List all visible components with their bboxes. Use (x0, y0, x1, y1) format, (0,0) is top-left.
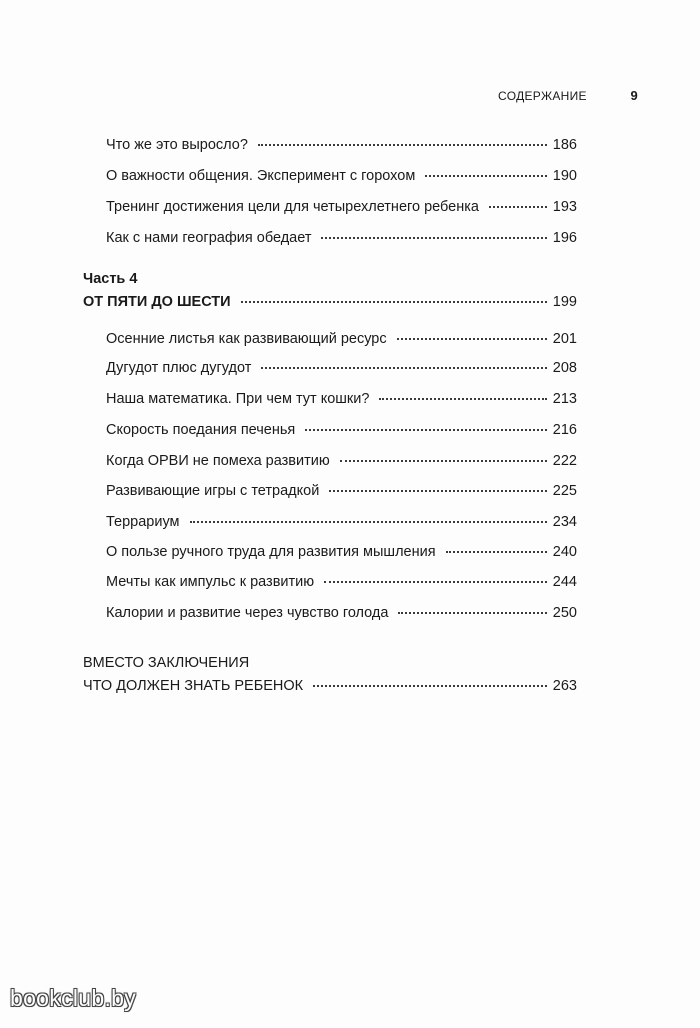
toc-entry-title: О важности общения. Эксперимент с горохом (106, 168, 416, 184)
toc-entry-title: Наша математика. При чем тут кошки? (106, 391, 370, 407)
toc-entry-page: 196 (552, 230, 577, 246)
part-page: 199 (552, 294, 577, 310)
toc-entry-page: 222 (552, 453, 577, 469)
dot-leader (261, 367, 546, 369)
toc-entry-title: Развивающие игры с тетрадкой (106, 483, 320, 499)
toc-entry-page: 225 (552, 483, 577, 499)
watermark: bookclub.by (10, 985, 137, 1011)
toc-entry-title: Террариум (106, 514, 180, 530)
toc-entry (106, 482, 577, 500)
toc-entry-page: 213 (552, 391, 577, 407)
dot-leader (321, 237, 546, 239)
header-title: СОДЕРЖАНИЕ (498, 89, 587, 103)
header-page-number: 9 (630, 88, 638, 103)
toc-entry-page: 201 (552, 331, 577, 347)
toc-entry-title: Как с нами география обедает (106, 230, 312, 246)
toc-entry-page: 186 (552, 137, 577, 153)
toc-entry (106, 359, 577, 377)
dot-leader (489, 206, 547, 208)
dot-leader (398, 612, 546, 614)
toc-entry-page: 208 (552, 360, 577, 376)
toc-entry (106, 573, 577, 591)
toc-entry (106, 390, 577, 408)
toc-entry (106, 421, 577, 439)
toc-entry-title: О пользе ручного труда для развития мышления (106, 544, 436, 560)
toc-entry-page: 190 (552, 168, 577, 184)
conclusion-title: ЧТО ДОЛЖЕН ЗНАТЬ РЕБЕНОК (83, 678, 304, 694)
toc-entry-title: Скорость поедания печенья (106, 422, 296, 438)
toc-entry (106, 543, 577, 561)
toc-entry-title: Мечты как импульс к развитию (106, 574, 315, 590)
toc-entry-page: 193 (552, 199, 577, 215)
part-label: Часть 4 (83, 271, 138, 287)
conclusion-page: 263 (552, 678, 577, 694)
part-title-entry (83, 293, 577, 311)
toc-entry-title: Осенние листья как развивающий ресурс (106, 331, 387, 347)
conclusion-heading: ВМЕСТО ЗАКЛЮЧЕНИЯ (83, 655, 250, 671)
toc-entry (106, 452, 577, 470)
toc-entry (106, 167, 577, 185)
toc-entry (106, 330, 577, 348)
toc-entry-page: 240 (552, 544, 577, 560)
dot-leader (329, 490, 547, 492)
dot-leader (425, 175, 547, 177)
toc-entry-page: 216 (552, 422, 577, 438)
conclusion-entry (83, 677, 577, 695)
toc-entry (106, 229, 577, 247)
toc-entry-title: Дугудот плюс дугудот (106, 360, 252, 376)
dot-leader (258, 144, 547, 146)
toc-entry (106, 198, 577, 216)
dot-leader (313, 685, 547, 687)
toc-entry-title: Калории и развитие через чувство голода (106, 605, 389, 621)
dot-leader (446, 551, 547, 553)
toc-entry-page: 250 (552, 605, 577, 621)
toc-entry (106, 604, 577, 622)
toc-entry-title: Что же это выросло? (106, 137, 248, 153)
dot-leader (379, 398, 546, 400)
toc-entry-title: Тренинг достижения цели для четырехлетнего ребенка (106, 199, 479, 215)
part-title: ОТ ПЯТИ ДО ШЕСТИ (83, 294, 231, 310)
toc-entry (106, 513, 577, 531)
running-header (498, 89, 638, 103)
dot-leader (305, 429, 547, 431)
dot-leader (241, 301, 547, 303)
toc-entry-title: Когда ОРВИ не помеха развитию (106, 453, 330, 469)
dot-leader (397, 338, 547, 340)
dot-leader (324, 581, 547, 583)
toc-entry-page: 244 (552, 574, 577, 590)
toc-entry-page: 234 (552, 514, 577, 530)
toc-entry (106, 136, 577, 154)
dot-leader (190, 521, 547, 523)
dot-leader (340, 460, 547, 462)
